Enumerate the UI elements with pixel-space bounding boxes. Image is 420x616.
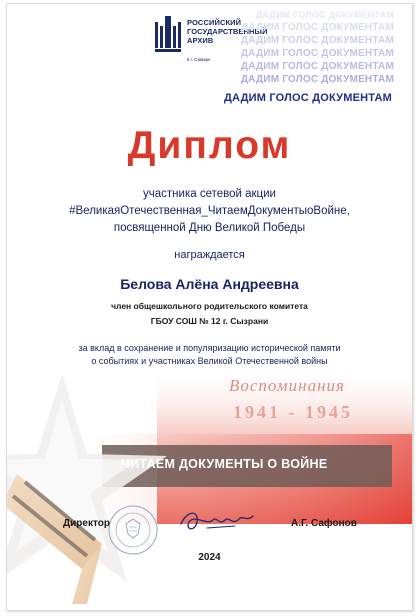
contribution-line-1: за вклад в сохранение и популяризацию исторической памяти bbox=[78, 343, 341, 353]
director-name: А.Г. Сафонов bbox=[291, 518, 357, 529]
recipient-role: член общешкольного родительского комитета bbox=[111, 301, 308, 311]
diploma-title: Диплом bbox=[127, 124, 292, 167]
slogan-main: ДАДИМ ГОЛОС ДОКУМЕНТАМ bbox=[224, 92, 392, 104]
slogan-repeat: ДАДИМ ГОЛОС ДОКУМЕНТАМ bbox=[255, 10, 394, 20]
slogan-repeat: ДАДИМ ГОЛОС ДОКУМЕНТАМ bbox=[240, 74, 394, 85]
diploma-page bbox=[6, 3, 413, 611]
intro-line-3: посвященной Дню Великой Победы bbox=[113, 222, 306, 234]
intro-hashtag: #ВеликаяОтечественная_ЧитаемДокументыоВойне, bbox=[69, 205, 350, 217]
handwritten-signature bbox=[177, 504, 257, 538]
slogan-repeat: ДАДИМ ГОЛОС ДОКУМЕНТАМ bbox=[240, 22, 394, 33]
logo-line: РОССИЙСКИЙ bbox=[187, 18, 242, 27]
logo-line: АРХИВ bbox=[187, 36, 214, 45]
logo-line: ГОСУДАРСТВЕННЫЙ bbox=[187, 27, 268, 36]
director-label: Директор bbox=[63, 518, 110, 529]
diploma-year: 2024 bbox=[198, 552, 221, 563]
recipient-name: Белова Алёна Андреевна bbox=[120, 276, 299, 292]
recipient-school: ГБОУ СОШ № 12 г. Сызрани bbox=[150, 316, 269, 326]
contribution-line-2: о событиях и участниках Великой Отечественной войны bbox=[91, 356, 328, 366]
logo-subtitle: в г. Самаре bbox=[187, 57, 211, 62]
slogan-repeat: ДАДИМ ГОЛОС ДОКУМЕНТАМ bbox=[240, 35, 394, 46]
band-label: ЧИТАЕМ ДОКУМЕНТЫ О ВОЙНЕ bbox=[121, 457, 328, 471]
slogan-repeat: ДАДИМ ГОЛОС ДОКУМЕНТАМ bbox=[240, 48, 394, 59]
slogan-repeat: ДАДИМ ГОЛОС ДОКУМЕНТАМ bbox=[240, 61, 394, 72]
archive-building-icon bbox=[155, 16, 181, 52]
seal-stamp bbox=[107, 504, 159, 556]
intro-line-1: участника сетевой акции bbox=[143, 188, 276, 200]
awarded-label: награждается bbox=[174, 249, 245, 261]
years-label: 1941 - 1945 bbox=[233, 402, 353, 422]
memories-label: Воспоминания bbox=[229, 376, 345, 395]
